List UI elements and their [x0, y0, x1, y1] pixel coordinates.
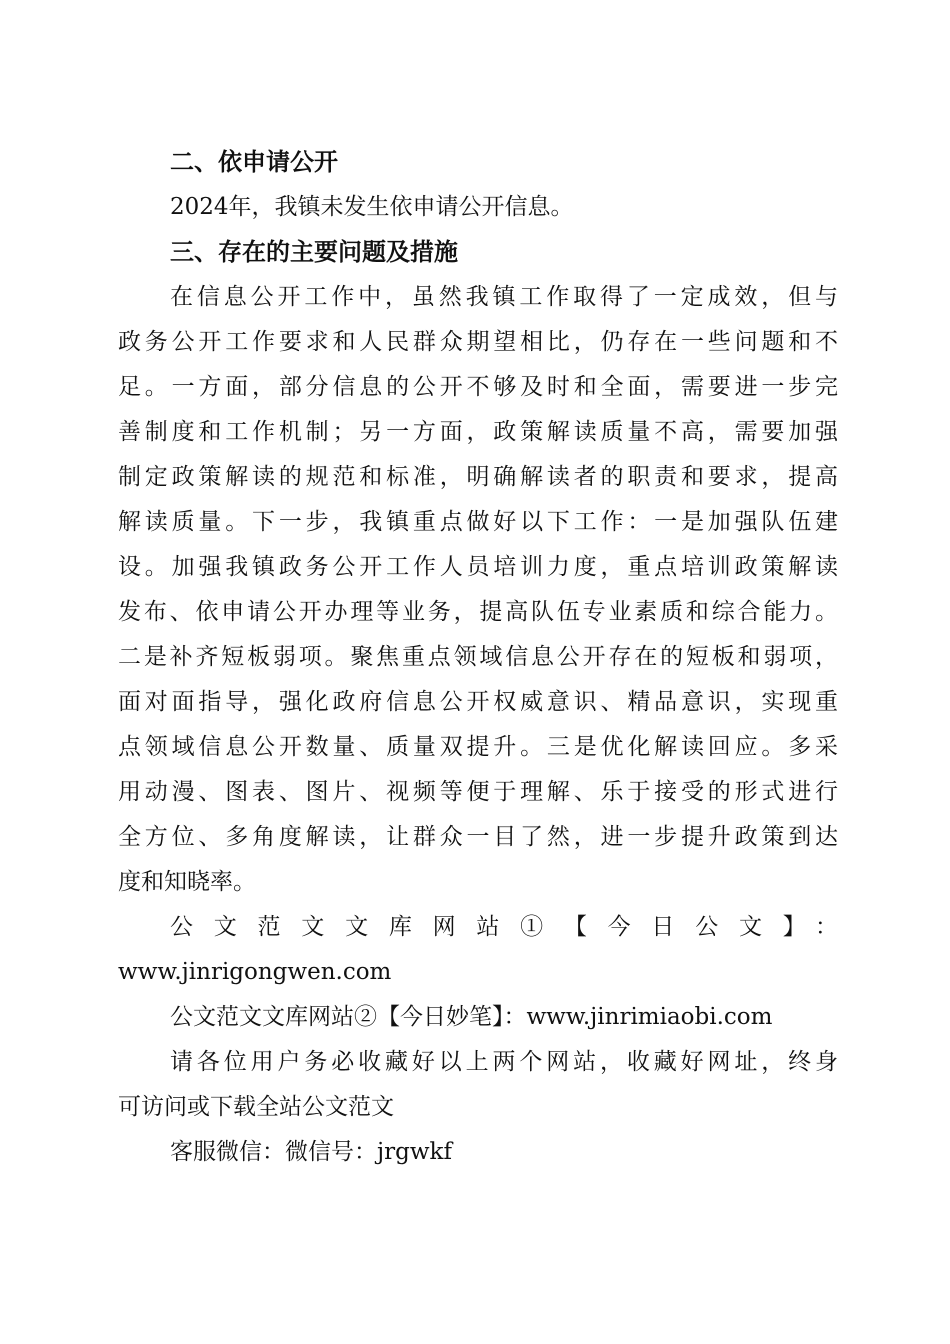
section-heading-problems-measures: 三、存在的主要问题及措施 — [170, 238, 458, 266]
paragraph-application-disclosure: 2024年，我镇未发生依申请公开信息。 — [170, 194, 574, 220]
website-line-2: 公文范文文库网站②【今日妙笔】：www.jinrimiaobi.com — [170, 1004, 773, 1030]
body-line: 全方位、多角度解读，让群众一目了然，进一步提升政策到达 — [118, 824, 838, 850]
body-line: 发布、依申请公开办理等业务，提高队伍专业素质和综合能力。 — [118, 599, 838, 625]
body-line: 解读质量。下一步，我镇重点做好以下工作：一是加强队伍建 — [118, 509, 838, 535]
body-line: 制定政策解读的规范和标准，明确解读者的职责和要求，提高 — [118, 464, 838, 490]
body-line: 二是补齐短板弱项。聚焦重点领域信息公开存在的短板和弱项， — [118, 644, 838, 670]
body-line: 足。一方面，部分信息的公开不够及时和全面，需要进一步完 — [118, 374, 838, 400]
body-line: 度和知晓率。 — [118, 869, 256, 895]
body-line: 用动漫、图表、图片、视频等便于理解、乐于接受的形式进行 — [118, 779, 838, 805]
customer-service-line: 客服微信：微信号：jrgwkf — [170, 1139, 452, 1165]
notice-line: 可访问或下载全站公文范文 — [118, 1094, 394, 1120]
body-line: 面对面指导，强化政府信息公开权威意识、精品意识，实现重 — [118, 689, 838, 715]
body-line: 设。加强我镇政务公开工作人员培训力度，重点培训政策解读 — [118, 554, 838, 580]
body-line: 政务公开工作要求和人民群众期望相比，仍存在一些问题和不 — [118, 329, 838, 355]
section-heading-application-disclosure: 二、依申请公开 — [170, 148, 338, 176]
notice-line: 请各位用户务必收藏好以上两个网站，收藏好网址，终身 — [170, 1049, 838, 1075]
website-line-1-url: www.jinrigongwen.com — [118, 959, 392, 985]
body-line: 在信息公开工作中，虽然我镇工作取得了一定成效，但与 — [170, 284, 838, 310]
website-line-1-label: 公文范文文库网站①【今日公文】： — [170, 914, 838, 940]
body-line: 善制度和工作机制；另一方面，政策解读质量不高，需要加强 — [118, 419, 838, 445]
body-line: 点领域信息公开数量、质量双提升。三是优化解读回应。多采 — [118, 734, 838, 760]
